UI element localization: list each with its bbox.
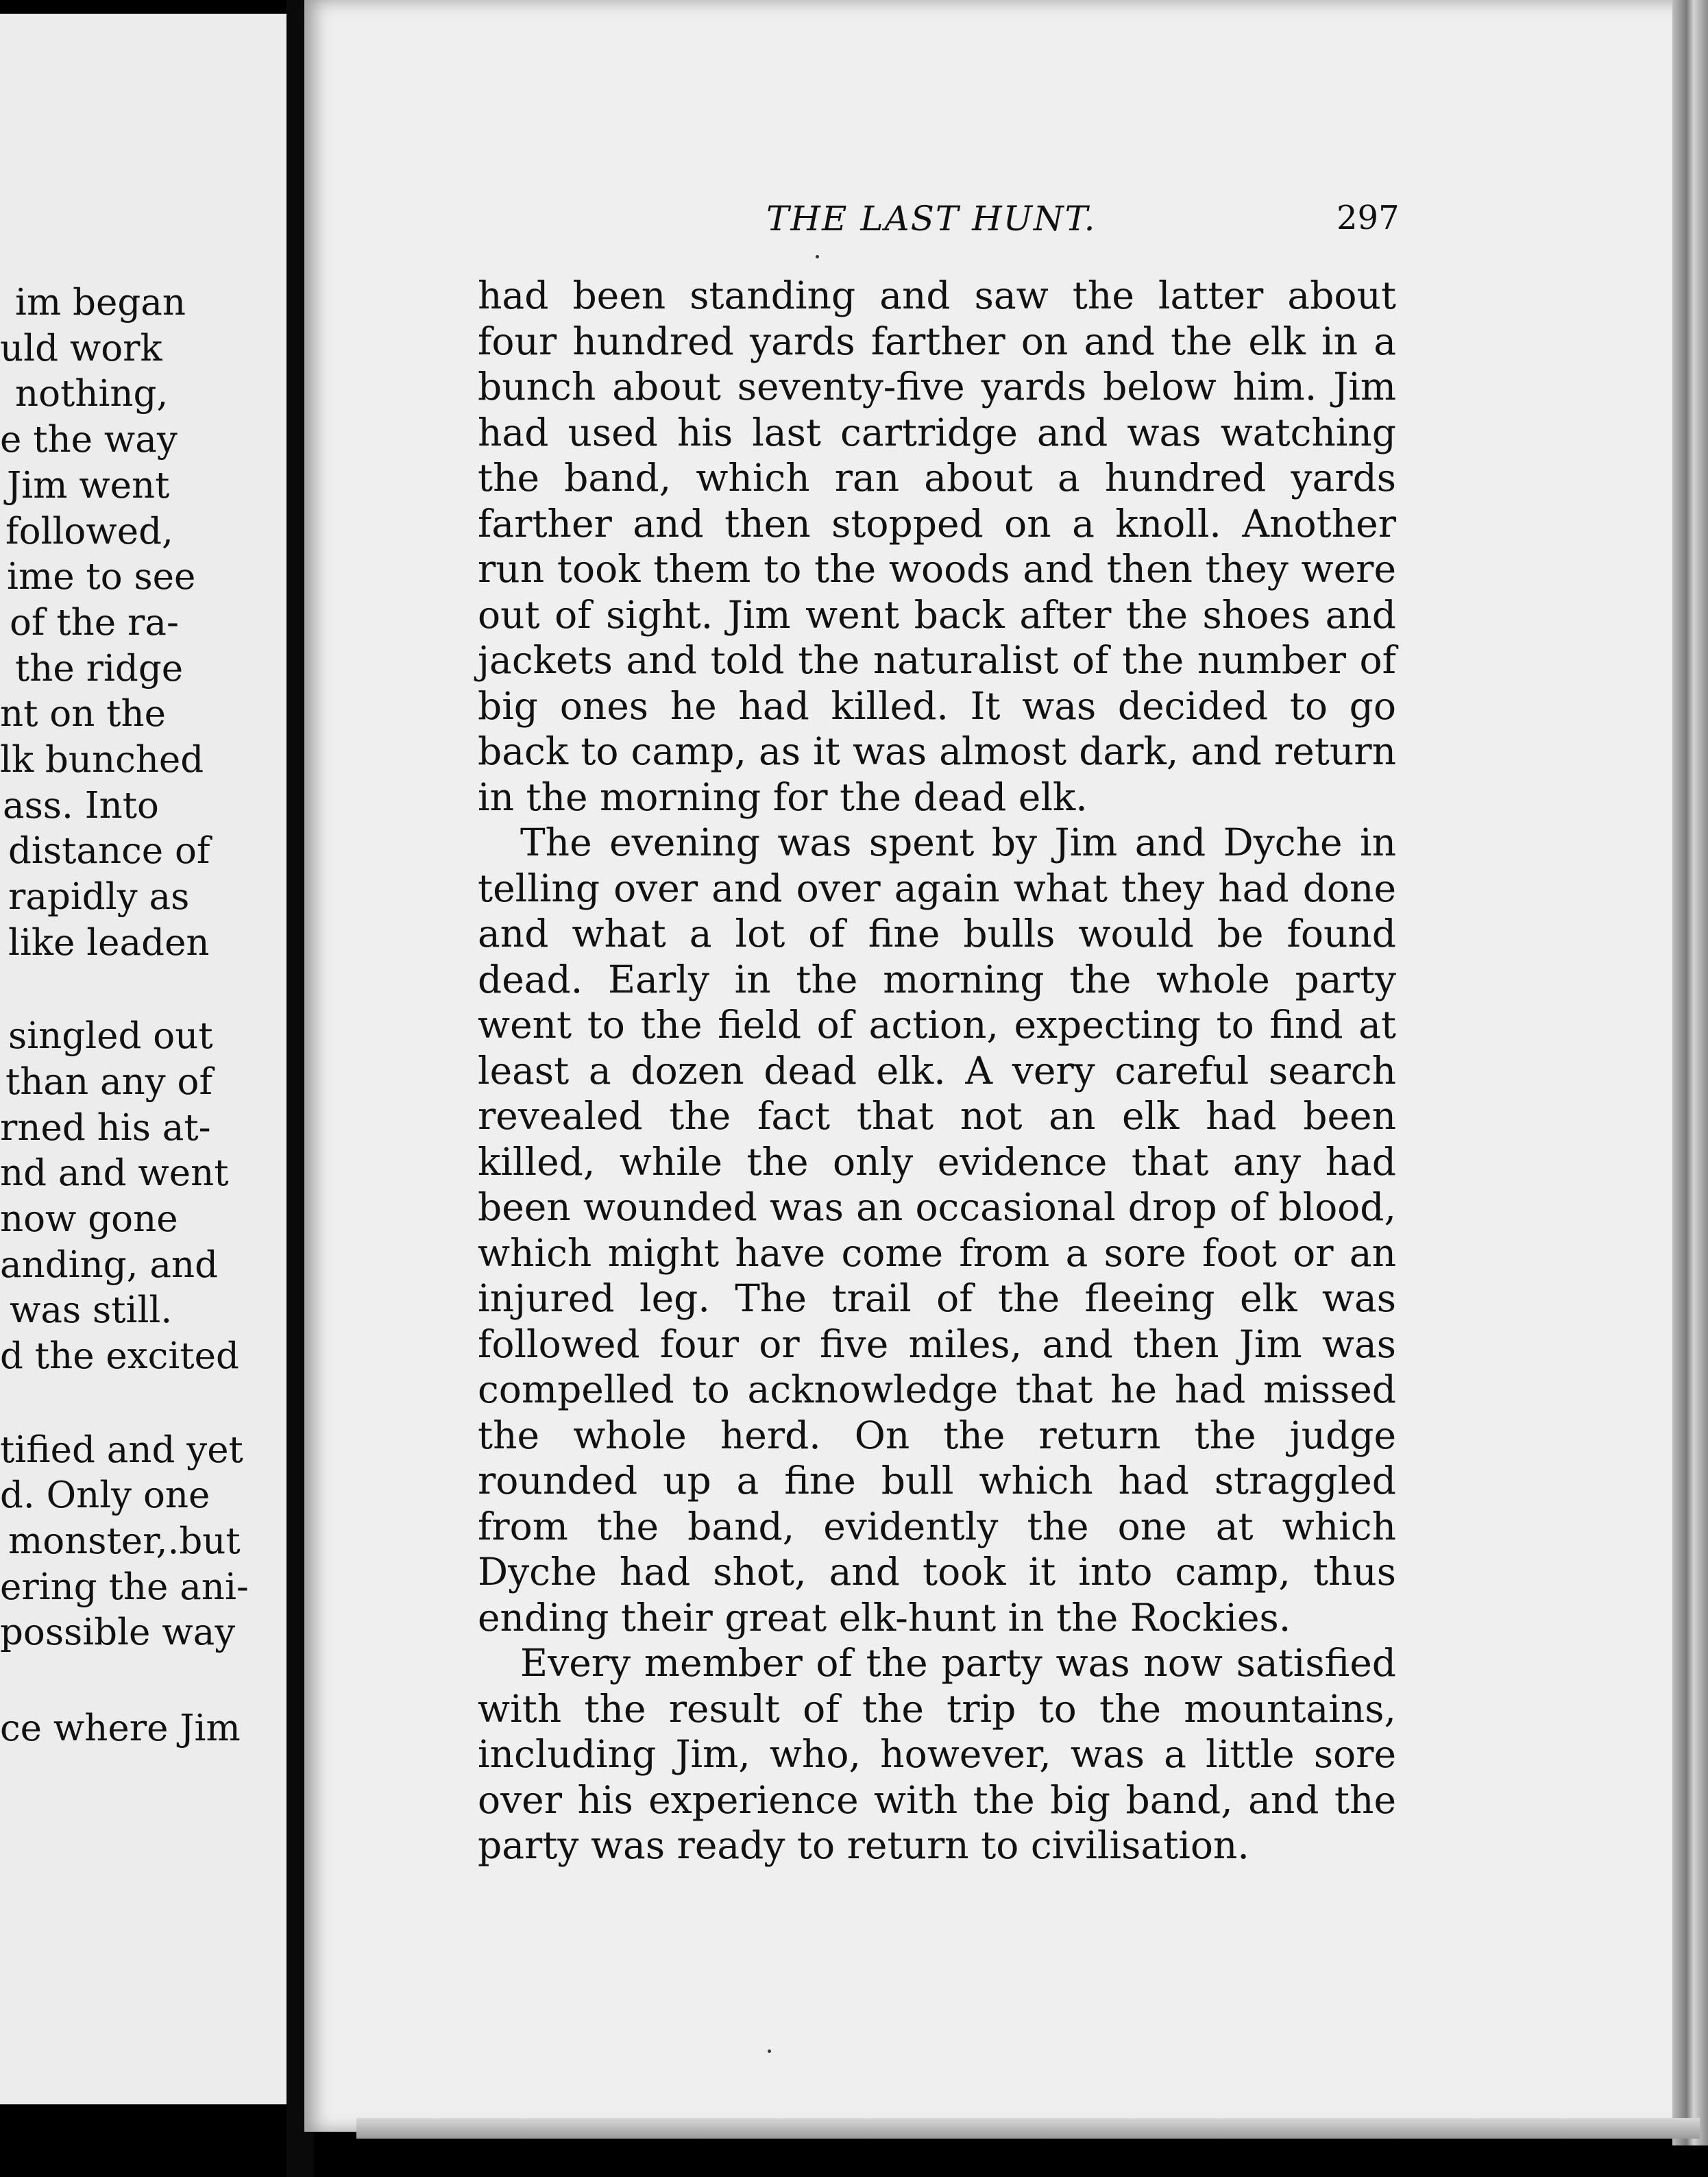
- previous-page-line: lk bunched: [0, 739, 204, 781]
- previous-page-line: was still.: [10, 1289, 173, 1331]
- print-speck: [816, 255, 819, 258]
- previous-page-line: ime to see: [7, 556, 196, 598]
- previous-page-line: ass. Into: [3, 785, 159, 827]
- previous-page-line: tified and yet: [0, 1429, 243, 1471]
- previous-page-line: now gone: [0, 1198, 178, 1240]
- paragraph: The evening was spent by Jim and Dyche in telling over and over again what they had done and what a lot of fine bulls would be found dead. Early in the morning the whole party went to the field of action, expecting to find at least a dozen dead elk. A very careful search revealed the fact that not an elk had been killed, while the only evidence that any had been wounded was an occasional drop of blood, which might have come from a sore foot or an injured leg. The trail of the fleeing elk was followed four or five miles, and then Jim was compelled to acknowledge that he had missed the whole herd. On the return the judge rounded up a fine bull which had straggled from the band, evidently the one at which Dyche had shot, and took it into camp, thus ending their great elk-hunt in the Rockies.: [478, 820, 1396, 1640]
- previous-page-line: ering the ani-: [0, 1566, 249, 1608]
- page-body: [478, 273, 1396, 1869]
- previous-page-line: d the excited: [0, 1335, 239, 1377]
- previous-page-line: monster,.but: [8, 1520, 241, 1562]
- previous-page-line: distance of: [8, 830, 210, 872]
- previous-page-line: like leaden: [8, 922, 210, 964]
- previous-page-line: followed,: [5, 511, 173, 552]
- previous-page-line: d. Only one: [0, 1474, 210, 1516]
- previous-page-line: than any of: [5, 1061, 213, 1103]
- paragraph: Every member of the party was now satisfied with the result of the trip to the mountains, including Jim, who, however, was a little sore over his experience with the big band, and the party was ready to return to civilisation.: [478, 1641, 1396, 1867]
- previous-page-line: e the way: [0, 419, 178, 461]
- previous-page-line: anding, and: [0, 1244, 219, 1286]
- page-stack-edge: [1672, 0, 1708, 2145]
- page-number: 297: [1337, 199, 1400, 237]
- previous-page-line: ce where Jim: [0, 1707, 241, 1749]
- previous-page-line: singled out: [8, 1015, 213, 1057]
- previous-page-line: uld work: [0, 328, 162, 369]
- previous-page-line: the ridge: [15, 648, 184, 690]
- previous-page-line: rned his at-: [0, 1107, 211, 1149]
- previous-page-line: nd and went: [0, 1152, 229, 1194]
- print-speck: [768, 2050, 771, 2053]
- page-bottom-edge: [356, 2118, 1700, 2139]
- paragraph: had been standing and saw the latter about four hundred yards farther on and the elk in a bunch about seventy-five yards below him. Jim had used his last cartridge and was watching the band, which ran about a hundred yards farther and then stopped on a knoll. Another run took them to the woods and then they were out of sight. Jim went back after the shoes and jackets and told the naturalist of the number of big ones he had killed. It was decided to go back to camp, as it was almost dark, and return in the morning for the dead elk.: [478, 273, 1396, 819]
- previous-page-line: Jim went: [7, 465, 170, 507]
- previous-page-line: nothing,: [15, 373, 169, 415]
- previous-page-line: of the ra-: [10, 602, 179, 644]
- running-title: THE LAST HUNT.: [766, 199, 1097, 239]
- previous-page-line: possible way: [0, 1612, 236, 1653]
- previous-page-line: rapidly as: [8, 876, 190, 918]
- previous-page-line: im began: [15, 282, 186, 324]
- previous-page-line: nt on the: [0, 693, 166, 735]
